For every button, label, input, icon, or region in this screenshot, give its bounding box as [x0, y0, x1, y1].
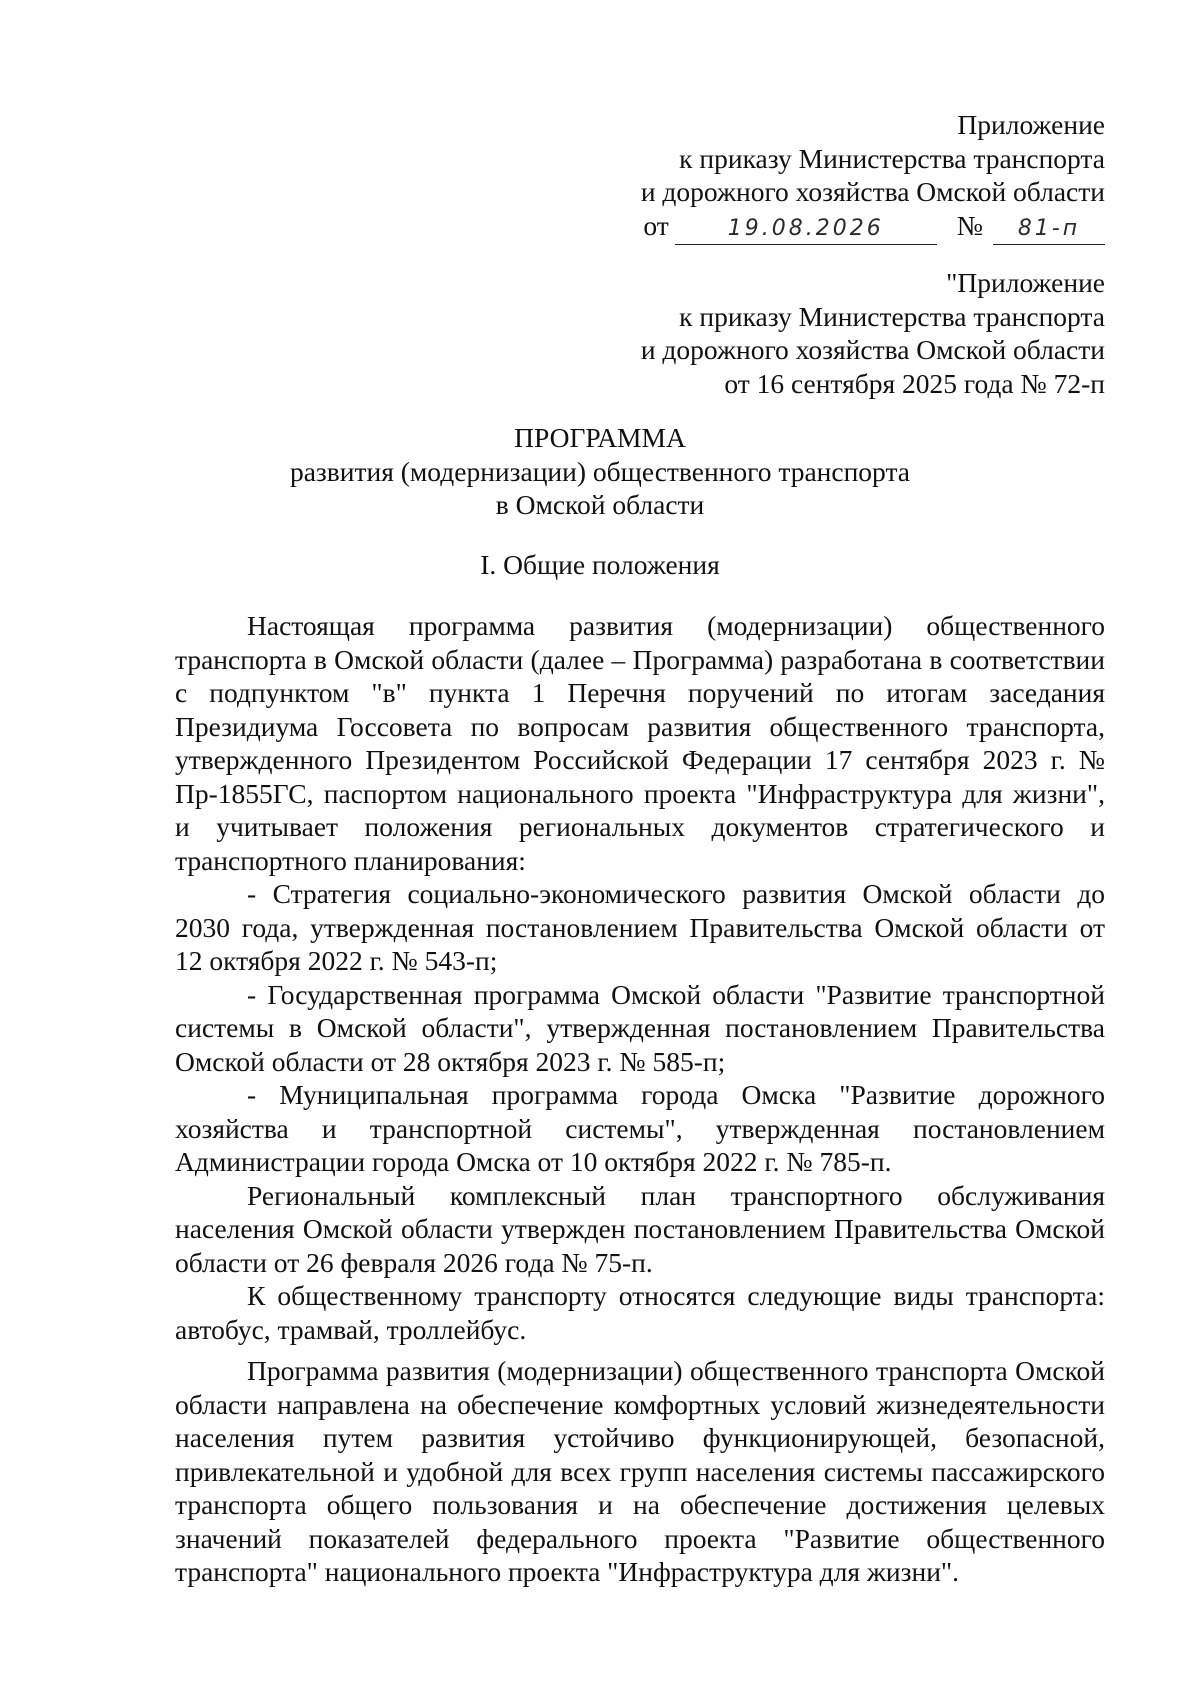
order-date-handwritten: 19.08.2026 [675, 216, 937, 245]
list-item-state-program: - Государственная программа Омской области "Развитие транспортной системы в Омской области", утвержденная постановлением Правительства Омской области от 28 октября 2023 г. № 585-п; [175, 978, 1105, 1077]
title-region: в Омской области [495, 489, 705, 520]
order-date-number-line [641, 209, 1105, 245]
appendix-header [641, 108, 1105, 245]
appendix-order-ref: к приказу Министерства транспорта [679, 142, 1105, 174]
order-number-handwritten: 81-п [993, 216, 1105, 245]
paragraph-intro: Настоящая программа развития (модернизации) общественного транспорта в Омской области (далее – Программа) разработана в соответствии с подпунктом "в" пункта 1 Перечня поручений по итогам заседания Президиума Госсовета по вопросам развития общественного транспорта, утвержденного Президентом Российской Федерации 17 сентября 2023 г. № Пр-1855ГС, паспортом национального проекта "Инфраструктура для жизни", и учитывает положения региональных документов стратегического и транспортного планирования: [175, 610, 1105, 876]
prior-appendix-header [641, 266, 1105, 400]
number-prefix: № [956, 209, 983, 241]
list-item-municipal-program: - Муниципальная программа города Омска "Развитие дорожного хозяйства и транспортной системы", утвержденная постановлением Администрации города Омска от 10 октября 2022 г. № 785-п. [175, 1079, 1105, 1177]
title-main: ПРОГРАММА [514, 422, 686, 453]
list-item-strategy: - Стратегия социально-экономического развития Омской области до 2030 года, утвержденная постановлением Правительства Омской области от 12 октября 2022 г. № 543-п; [175, 878, 1105, 976]
paragraph-transport-types: К общественному транспорту относятся следующие виды транспорта: автобус, трамвай, троллейбус. [175, 1280, 1105, 1345]
appendix-ministry: и дорожного хозяйства Омской области [640, 176, 1105, 207]
prior-appendix-order-ref: к приказу Министерства транспорта [679, 300, 1105, 332]
prior-appendix-label: "Приложение [946, 267, 1105, 298]
title-subtitle: развития (модернизации) общественного транспорта [289, 455, 911, 487]
prior-appendix-date: от 16 сентября 2025 года № 72-п [724, 367, 1105, 399]
appendix-label: Приложение [957, 109, 1105, 140]
program-title [0, 421, 1200, 522]
prior-appendix-ministry: и дорожного хозяйства Омской области [640, 334, 1105, 365]
paragraph-regional-plan: Региональный комплексный план транспортного обслуживания населения Омской области утвержден постановлением Правительства Омской области от 26 февраля 2026 года № 75-п. [175, 1179, 1105, 1278]
paragraph-program-goal: Программа развития (модернизации) общественного транспорта Омской области направлена на обеспечение комфортных условий жизнедеятельности населения путем развития устойчиво функционирующей, безопасной, привлекательной и удобной для всех групп населения системы пассажирского транспорта общего пользования и на обеспечение достижения целевых значений показателей федерального проекта "Развитие общественного транспорта" национального проекта "Инфраструктура для жизни". [175, 1355, 1105, 1587]
body-text [175, 609, 1105, 1589]
date-prefix: от [643, 209, 669, 241]
section-heading: I. Общие положения [480, 549, 720, 580]
